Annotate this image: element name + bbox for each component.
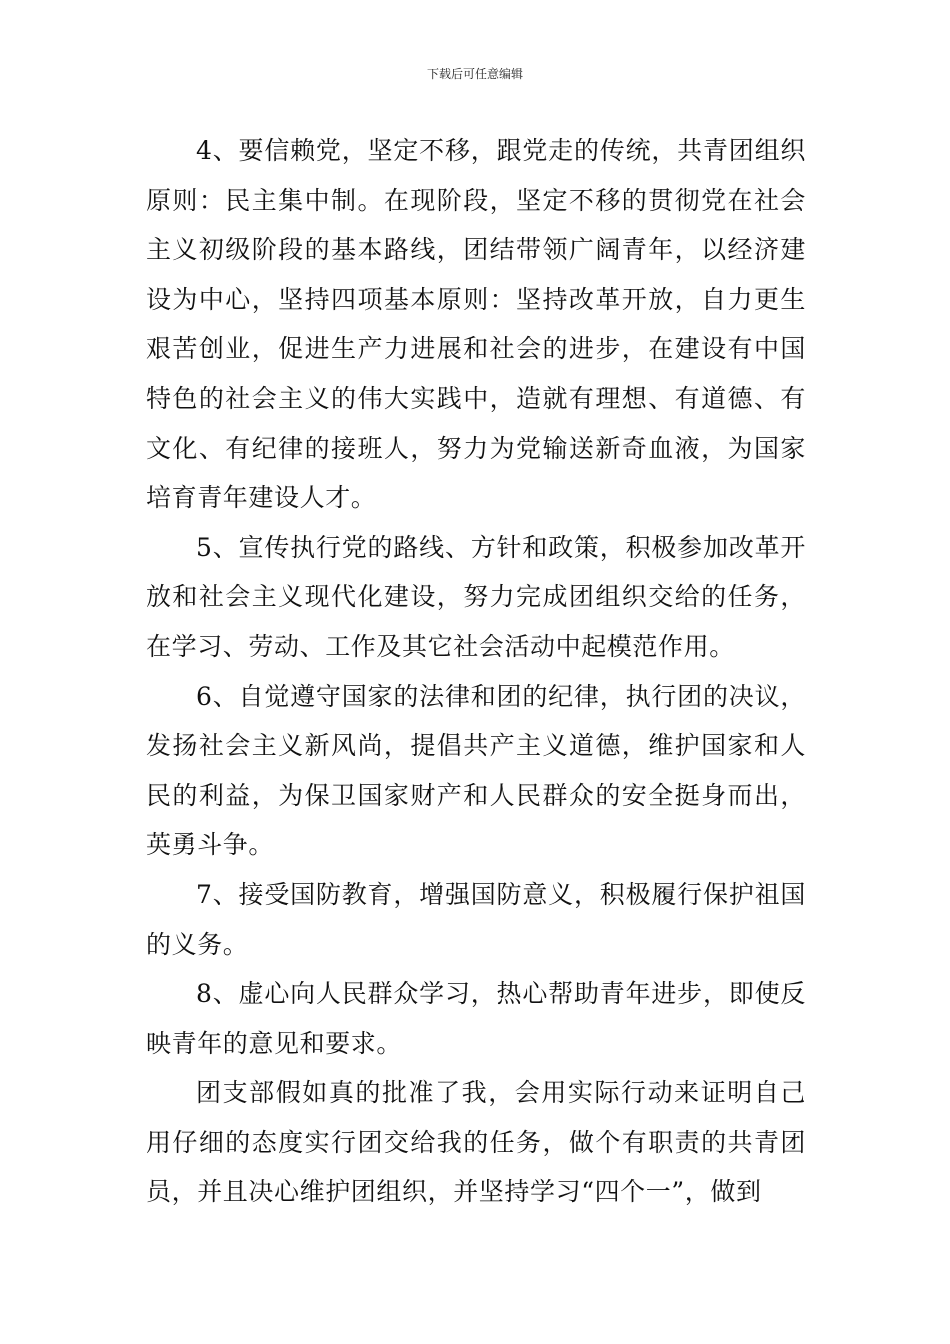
paragraph-item-5: 5、宣传执行党的路线、方针和政策，积极参加改革开放和社会主义现代化建设，努力完成团组织交给的任务，在学习、劳动、工作及其它社会活动中起模范作用。 (146, 532, 806, 661)
paragraph-item-6: 6、自觉遵守国家的法律和团的纪律，执行团的决议，发扬社会主义新风尚，提倡共产主义道德，维护国家和人民的利益，为保卫国家财产和人民群众的安全挺身而出，英勇斗争。 (146, 681, 806, 860)
paragraph-closing: 团支部假如真的批准了我，会用实际行动来证明自己用仔细的态度实行团交给我的任务，做个有职责的共青团员，并且决心维护团组织，并坚持学习“四个一”，做到 (146, 1078, 806, 1207)
page-header: 下载后可任意编辑 (426, 67, 523, 81)
paragraph-item-8: 8、虚心向人民群众学习，热心帮助青年进步，即使反映青年的意见和要求。 (146, 979, 806, 1058)
paragraph-item-4: 4、要信赖党，坚定不移，跟党走的传统，共青团组织原则：民主集中制。在现阶段，坚定不移的贯彻党在社会主义初级阶段的基本路线，团结带领广阔青年，以经济建设为中心，坚持四项基本原则：坚持改革开放，自力更生艰苦创业，促进生产力进展和社会的进步，在建设有中国特色的社会主义的伟大实践中，造就有理想、有道德、有文化、有纪律的接班人，努力为党输送新奇血液，为国家培育青年建设人才。 (146, 136, 806, 513)
document-body (146, 126, 806, 1217)
paragraph-item-7: 7、接受国防教育，增强国防意义，积极履行保护祖国的义务。 (146, 879, 806, 959)
